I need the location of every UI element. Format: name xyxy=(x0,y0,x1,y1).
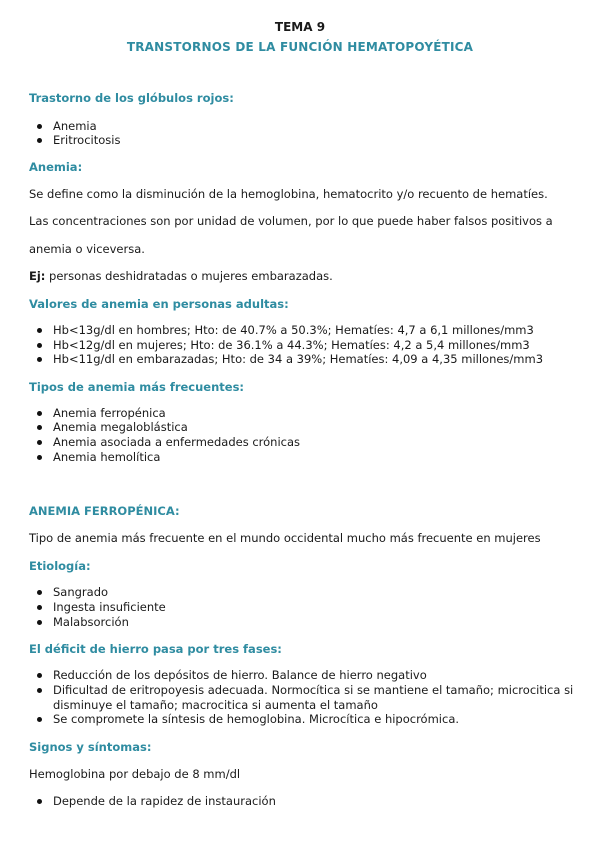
list-item: Dificultad de eritropoyesis adecuada. Normocítica si se mantiene el tamaño; microcitica si xyxy=(53,683,574,697)
list-item: Sangrado xyxy=(53,585,109,599)
paragraph: Tipo de anemia más frecuente en el mundo occidental mucho más frecuente en mujeres xyxy=(29,531,541,545)
heading-signos: Signos y síntomas: xyxy=(29,740,152,754)
list-item: Anemia xyxy=(53,119,97,133)
list-item: Hb<13g/dl en hombres; Hto: de 40.7% a 50.3%; Hematíes: 4,7 a 6,1 millones/mm3 xyxy=(53,323,534,337)
list-item: Ingesta insuficiente xyxy=(53,600,166,614)
paragraph: Hemoglobina por debajo de 8 mm/dl xyxy=(29,767,241,781)
list-item: Anemia asociada a enfermedades crónicas xyxy=(53,435,301,449)
page-title: TRANSTORNOS DE LA FUNCIÓN HEMATOPOYÉTICA xyxy=(126,40,474,54)
heading-tipos: Tipos de anemia más frecuentes: xyxy=(29,380,245,394)
heading-anemia: Anemia: xyxy=(29,160,83,174)
example-paragraph xyxy=(29,268,333,284)
heading-valores: Valores de anemia en personas adultas: xyxy=(29,297,289,311)
paragraph: anemia o viceversa. xyxy=(29,242,145,256)
tema-label: TEMA 9 xyxy=(274,20,326,34)
heading-etiologia: Etiología: xyxy=(29,559,91,573)
list-item: Reducción de los depósitos de hierro. Balance de hierro negativo xyxy=(53,668,427,682)
list-item: Hb<12g/dl en mujeres; Hto: de 36.1% a 44.3%; Hematíes: 4,2 a 5,4 millones/mm3 xyxy=(53,338,530,352)
list-item: Anemia hemolítica xyxy=(53,450,161,464)
list-item: Eritrocitosis xyxy=(53,133,121,147)
heading-trastorno: Trastorno de los glóbulos rojos: xyxy=(29,91,234,105)
paragraph: Las concentraciones son por unidad de volumen, por lo que puede haber falsos positivos a xyxy=(29,214,553,228)
list-item: Malabsorción xyxy=(53,615,129,629)
list-item-continuation: disminuye el tamaño; macrocitica si aumenta el tamaño xyxy=(53,698,378,712)
list-item: Anemia ferropénica xyxy=(53,406,166,420)
paragraph: Se define como la disminución de la hemoglobina, hematocrito y/o recuento de hematíes. xyxy=(29,187,548,201)
list-item: Se compromete la síntesis de hemoglobina. Microcítica e hipocrómica. xyxy=(53,712,460,726)
list-item: Depende de la rapidez de instauración xyxy=(53,794,276,808)
list-item: Hb<11g/dl en embarazadas; Hto: de 34 a 39%; Hematíes: 4,09 a 4,35 millones/mm3 xyxy=(53,352,544,366)
heading-deficit: El déficit de hierro pasa por tres fases: xyxy=(29,642,282,656)
list-item: Anemia megaloblástica xyxy=(53,420,188,434)
heading-anemia-ferropenica: ANEMIA FERROPÉNICA: xyxy=(29,504,180,518)
example-label: Ej: xyxy=(29,269,46,283)
example-text: personas deshidratadas o mujeres embarazadas. xyxy=(45,269,333,283)
